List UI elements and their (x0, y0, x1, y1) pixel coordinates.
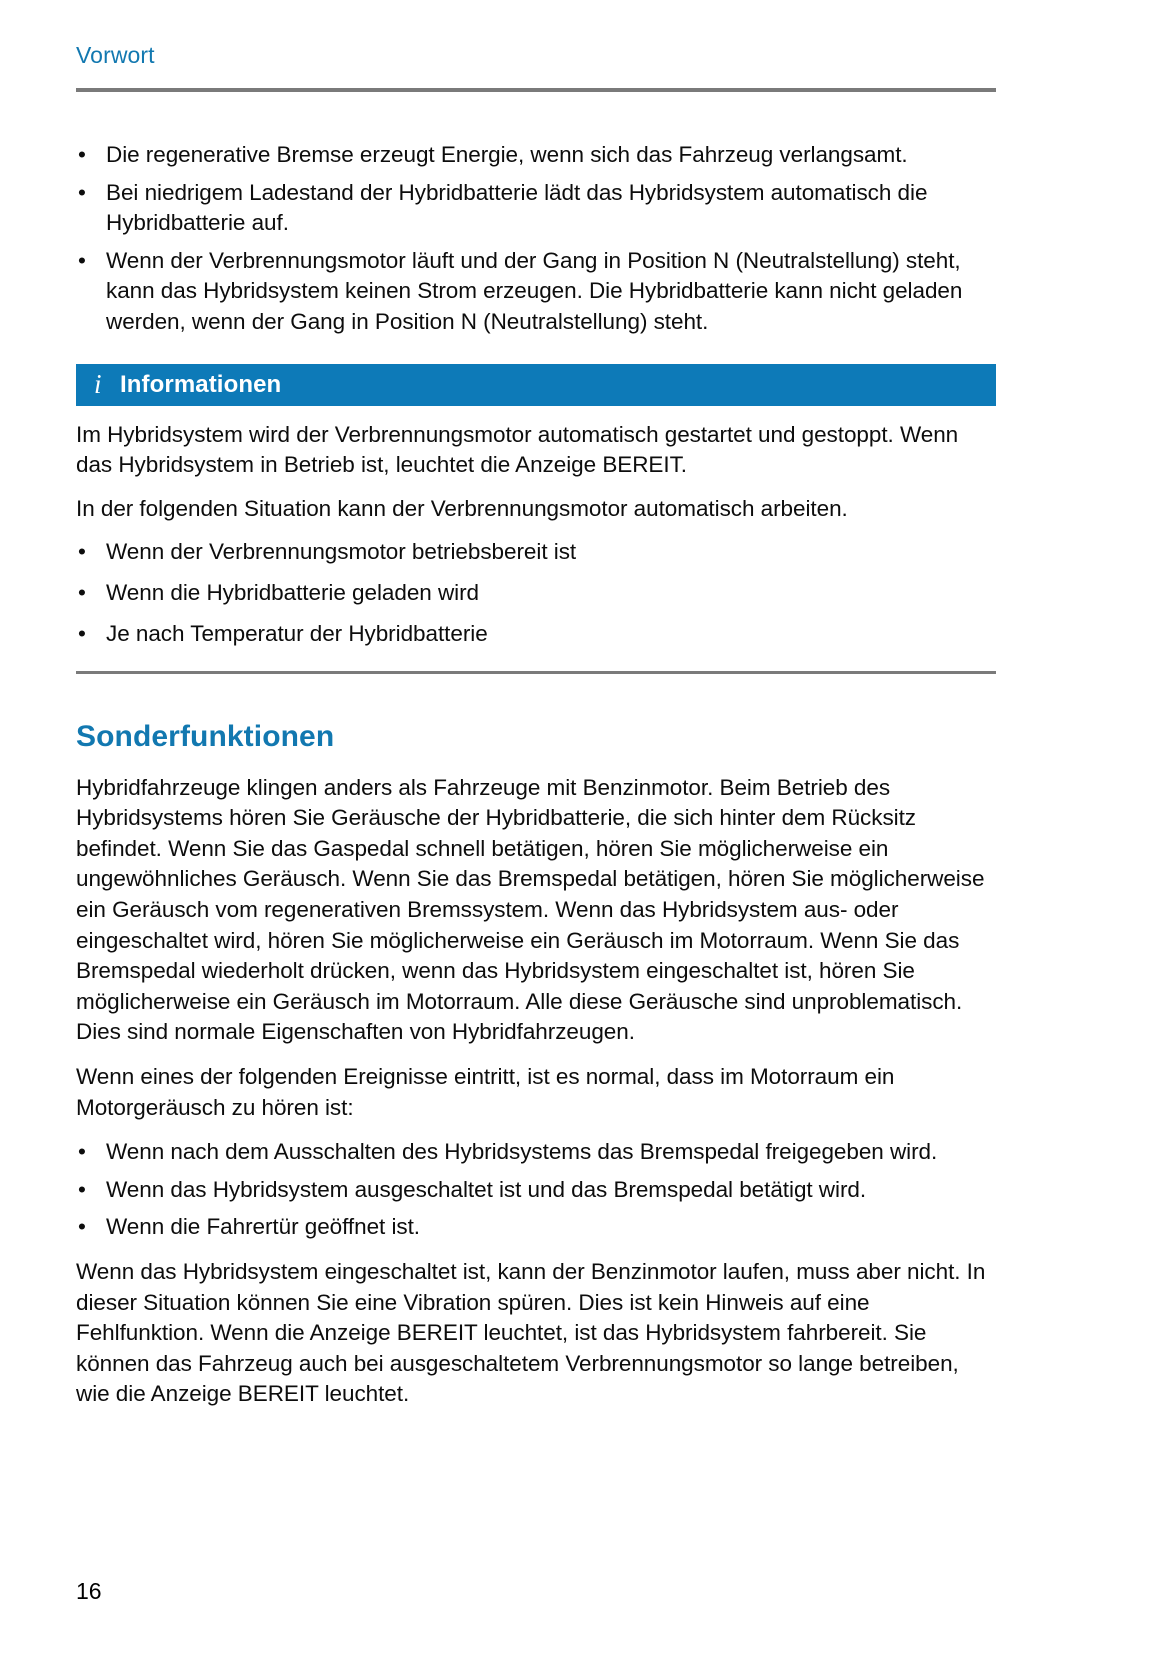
bullet-dot-icon: • (78, 579, 86, 605)
paragraph: Im Hybridsystem wird der Verbrennungsmotor automatisch gestartet und gestoppt. Wenn das Hybridsystem in Betrieb ist, leuchtet die Anzeige BEREIT. (76, 421, 959, 478)
list-item (76, 578, 996, 609)
paragraph: Wenn eines der folgenden Ereignisse eintritt, ist es normal, dass im Motorraum ein Motorgeräusch zu hören ist: (76, 1063, 895, 1120)
list-item-text: Wenn der Verbrennungsmotor betriebsbereit ist (106, 539, 577, 565)
list-item-text: Bei niedrigem Ladestand der Hybridbatterie lädt das Hybridsystem automatisch die Hybridbatterie auf. (106, 179, 928, 236)
bullet-dot-icon: • (78, 1139, 86, 1165)
paragraph: Wenn das Hybridsystem eingeschaltet ist, kann der Benzinmotor laufen, muss aber nicht. In dieser Situation können Sie eine Vibration spüren. Dies ist kein Hinweis auf eine Fehlfunktion. Wenn die Anzeige BEREIT leuchtet, ist das Hybridsystem fahrbereit. Sie können das Fahrzeug auch bei ausgeschaltetem Verbrennungsmotor so lange betreiben, wie die Anzeige BEREIT leuchtet. (76, 1258, 986, 1407)
list-item-text: Die regenerative Bremse erzeugt Energie, wenn sich das Fahrzeug verlangsamt. (106, 142, 908, 167)
section-divider (76, 671, 996, 674)
bullet-dot-icon: • (78, 539, 86, 565)
bullet-dot-icon: • (78, 179, 86, 205)
running-header (76, 42, 996, 70)
page-content (76, 140, 996, 1424)
information-callout-banner (76, 364, 996, 406)
bullet-dot-icon: • (78, 620, 86, 646)
list-item-text: Wenn das Hybridsystem ausgeschaltet ist und das Bremspedal betätigt wird. (106, 1176, 867, 1202)
section-bullet-list (76, 1137, 996, 1243)
list-item (76, 178, 996, 239)
paragraph: Hybridfahrzeuge klingen anders als Fahrzeuge mit Benzinmotor. Beim Betrieb des Hybridsystems hören Sie Geräusche der Hybridbatterie, die sich hinter dem Rücksitz befindet. Wenn Sie das Gaspedal schnell betätigen, hören Sie möglicherweise ein ungewöhnliches Geräusch. Wenn Sie das Bremspedal betätigen, hören Sie möglicherweise ein Geräusch vom regenerativen Bremssystem. Wenn das Hybridsystem aus- oder eingeschaltet wird, hören Sie möglicherweise ein Geräusch im Motorraum. Wenn Sie das Bremspedal wiederholt drücken, wenn das Hybridsystem eingeschaltet ist, hören Sie möglicherweise ein Geräusch im Motorraum. Alle diese Geräusche sind unproblematisch. Dies sind normale Eigenschaften von Hybridfahrzeugen. (76, 774, 985, 1045)
list-item (76, 1137, 996, 1168)
information-callout (76, 364, 996, 650)
information-callout-body (76, 406, 996, 650)
list-item-text: Je nach Temperatur der Hybridbatterie (106, 620, 488, 646)
bullet-dot-icon: • (78, 247, 86, 273)
list-item (76, 140, 996, 171)
list-item (76, 246, 996, 338)
information-callout-title: Informationen (120, 370, 282, 398)
list-item (76, 537, 996, 568)
paragraph: In der folgenden Situation kann der Verbrennungsmotor automatisch arbeiten. (76, 495, 848, 521)
info-icon: i (94, 369, 102, 400)
bullet-dot-icon: • (78, 1214, 86, 1240)
intro-bullet-list (76, 140, 996, 338)
section-heading: Sonderfunktionen (76, 720, 335, 754)
list-item (76, 619, 996, 650)
list-item (76, 1175, 996, 1206)
bullet-dot-icon: • (78, 142, 86, 167)
information-bullet-list (76, 537, 996, 649)
list-item-text: Wenn nach dem Ausschalten des Hybridsystems das Bremspedal freigegeben wird. (106, 1139, 938, 1165)
list-item (76, 1212, 996, 1243)
header-divider (76, 88, 996, 92)
bullet-dot-icon: • (78, 1176, 86, 1202)
list-item-text: Wenn die Hybridbatterie geladen wird (106, 579, 479, 605)
chapter-title: Vorwort (76, 42, 155, 68)
page-number: 16 (76, 1578, 102, 1604)
list-item-text: Wenn die Fahrertür geöffnet ist. (106, 1214, 420, 1240)
list-item-text: Wenn der Verbrennungsmotor läuft und der Gang in Position N (Neutralstellung) steht, kann das Hybridsystem keinen Strom erzeugen. Die Hybridbatterie kann nicht geladen werden, wenn der Gang in Position N (Neutralstellung) steht. (106, 247, 963, 334)
